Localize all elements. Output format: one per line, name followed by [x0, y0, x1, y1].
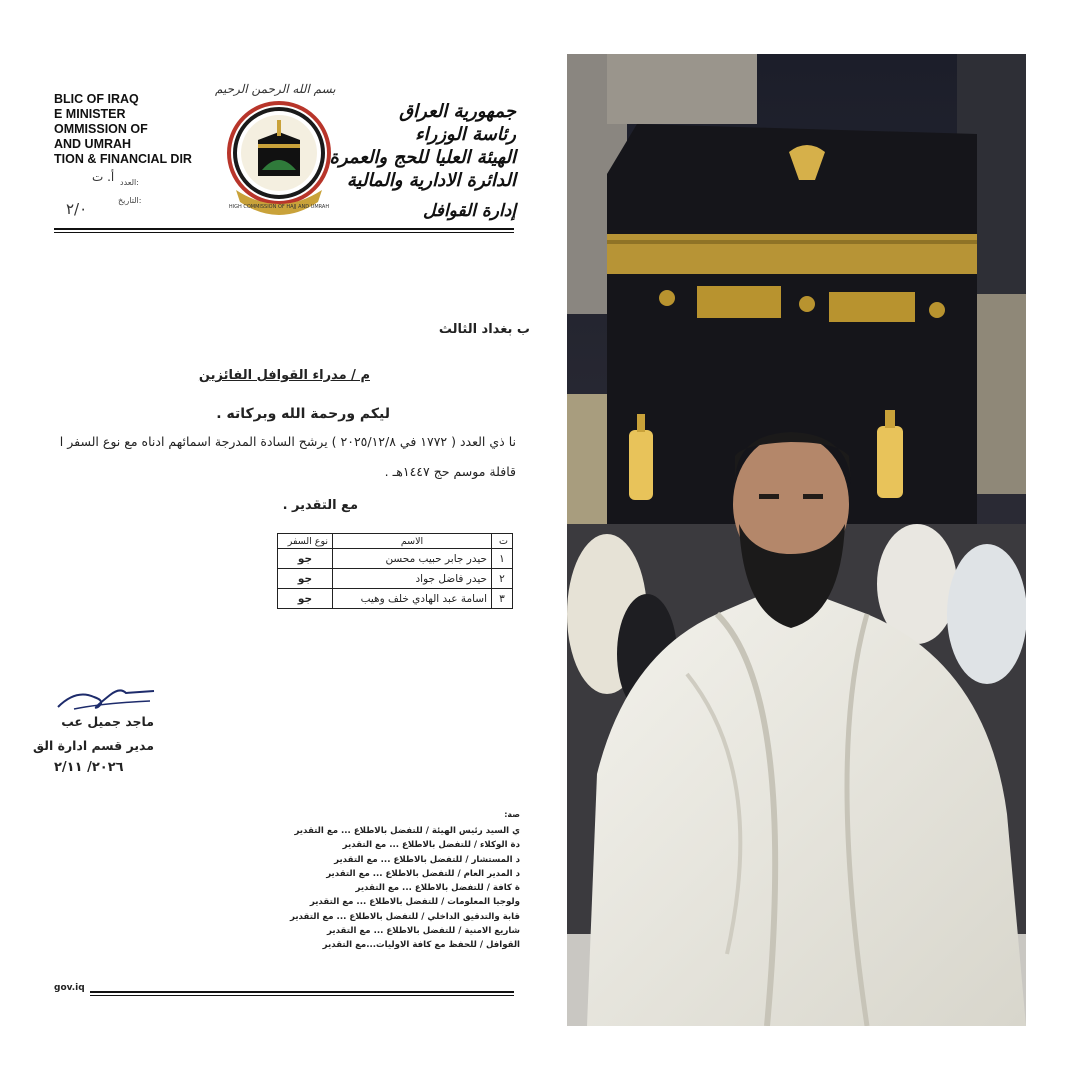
letterhead-en-line: OMMISSION OF [54, 122, 148, 136]
body-text-line: قافلة موسم حج ١٤٤٧هـ . [384, 464, 516, 479]
arabic-letterhead [330, 100, 516, 223]
column-header: الاسم [333, 534, 492, 549]
reference-number-label: العدد: [120, 178, 139, 187]
cc-item: ولوجيا المعلومات / للتفضل بالاطلاع ... مع التقدير [309, 897, 520, 908]
nominee-name: حيدر جابر حبيب محسن [333, 549, 492, 569]
travel-type: جو [278, 549, 333, 569]
cc-item: دة الوكلاء / للتفضل بالاطلاع ... مع التقدير [342, 840, 520, 851]
travel-type: جو [278, 589, 333, 609]
letter-subject: م / مدراء القوافل الفائزين [198, 368, 370, 383]
cc-item: د المدير العام / للتفضل بالاطلاع ... مع التقدير [326, 868, 520, 879]
travel-type: جو [278, 569, 333, 589]
nominee-name: اسامة عبد الهادي خلف وهيب [333, 589, 492, 609]
row-number: ٢ [492, 569, 513, 589]
seal-caption: HIGH COMMISSION OF HAJJ AND UMRAH [228, 204, 330, 210]
letterhead-ar-line: جمهورية العراق [399, 101, 516, 122]
date-label: التاريخ: [118, 196, 142, 205]
row-number: ٣ [492, 589, 513, 609]
signatory-title: مدير قسم ادارة الق [33, 738, 154, 753]
nominee-name: حيدر فاضل جواد [333, 569, 492, 589]
cc-item: ي السيد رئيس الهيئة / للتفضل بالاطلاع ... مع التقدير [294, 826, 520, 836]
date-value: ٢/٠ [66, 200, 88, 218]
letterhead-en-line: BLIC OF IRAQ [54, 92, 139, 106]
body-text-line: نا ذي العدد ( ١٧٧٢ في ٢٠٢٥/١٢/٨ ) يرشح السادة المدرجة اسمائهم ادناه مع نوع السفر ا [59, 434, 516, 449]
header-divider [54, 228, 514, 230]
cc-heading: صة: [504, 810, 520, 819]
table-row [278, 549, 513, 569]
row-number: ١ [492, 549, 513, 569]
cc-item: د المستشار / للتفضل بالاطلاع ... مع التقدير [334, 854, 520, 865]
addressee: ب بغداد الثالث [438, 322, 530, 337]
letterhead-en-line: TION & FINANCIAL DIR [54, 152, 192, 166]
header-divider [54, 232, 514, 233]
commission-seal-logo [222, 98, 336, 226]
reference-number-row [54, 170, 114, 184]
cc-list [290, 824, 520, 953]
letterhead-ar-line: الدائرة الادارية والمالية [346, 170, 516, 191]
pilgrim-photo [567, 54, 1026, 1026]
letterhead-ar-line: رئاسة الوزراء [415, 124, 516, 145]
column-header: ت [492, 534, 513, 549]
footer-divider [90, 995, 514, 996]
english-letterhead [54, 92, 192, 167]
table-row [278, 589, 513, 609]
kaaba-photo-illustration [567, 54, 1026, 1026]
signature-date: ٢٠٢٦/ ٢/١١ [54, 760, 124, 775]
letterhead-en-line: E MINISTER [54, 107, 126, 121]
nominees-table [277, 533, 513, 609]
column-header: نوع السفر [278, 534, 333, 549]
closing-text: مع التقدير . [282, 498, 358, 513]
signatory-name: ماجد جميل عب [61, 714, 154, 729]
footer-website: gov.iq [54, 983, 85, 993]
greeting: ليكم ورحمة الله وبركاته . [216, 406, 390, 422]
reference-number-value: أ. ت [92, 170, 115, 184]
cc-item: القوافل / للحفظ مع كافة الاوليات...مع التقدير [322, 940, 520, 951]
letterhead-ar-line: الهيئة العليا للحج والعمرة [329, 147, 516, 168]
cc-item: قابة والتدقيق الداخلي / للتفضل بالاطلاع ... مع التقدير [289, 911, 520, 922]
letterhead-en-line: AND UMRAH [54, 137, 132, 151]
table-header-row [278, 534, 513, 549]
cc-item: ة كافة / للتفضل بالاطلاع ... مع التقدير [355, 883, 520, 894]
cc-item: شاريع الامنية / للتفضل بالاطلاع ... مع التقدير [327, 926, 520, 937]
table-row [278, 569, 513, 589]
footer-divider [90, 991, 514, 993]
basmala: بسم الله الرحمن الرحيم [215, 82, 336, 96]
department-name: إدارة القوافل [422, 201, 516, 221]
